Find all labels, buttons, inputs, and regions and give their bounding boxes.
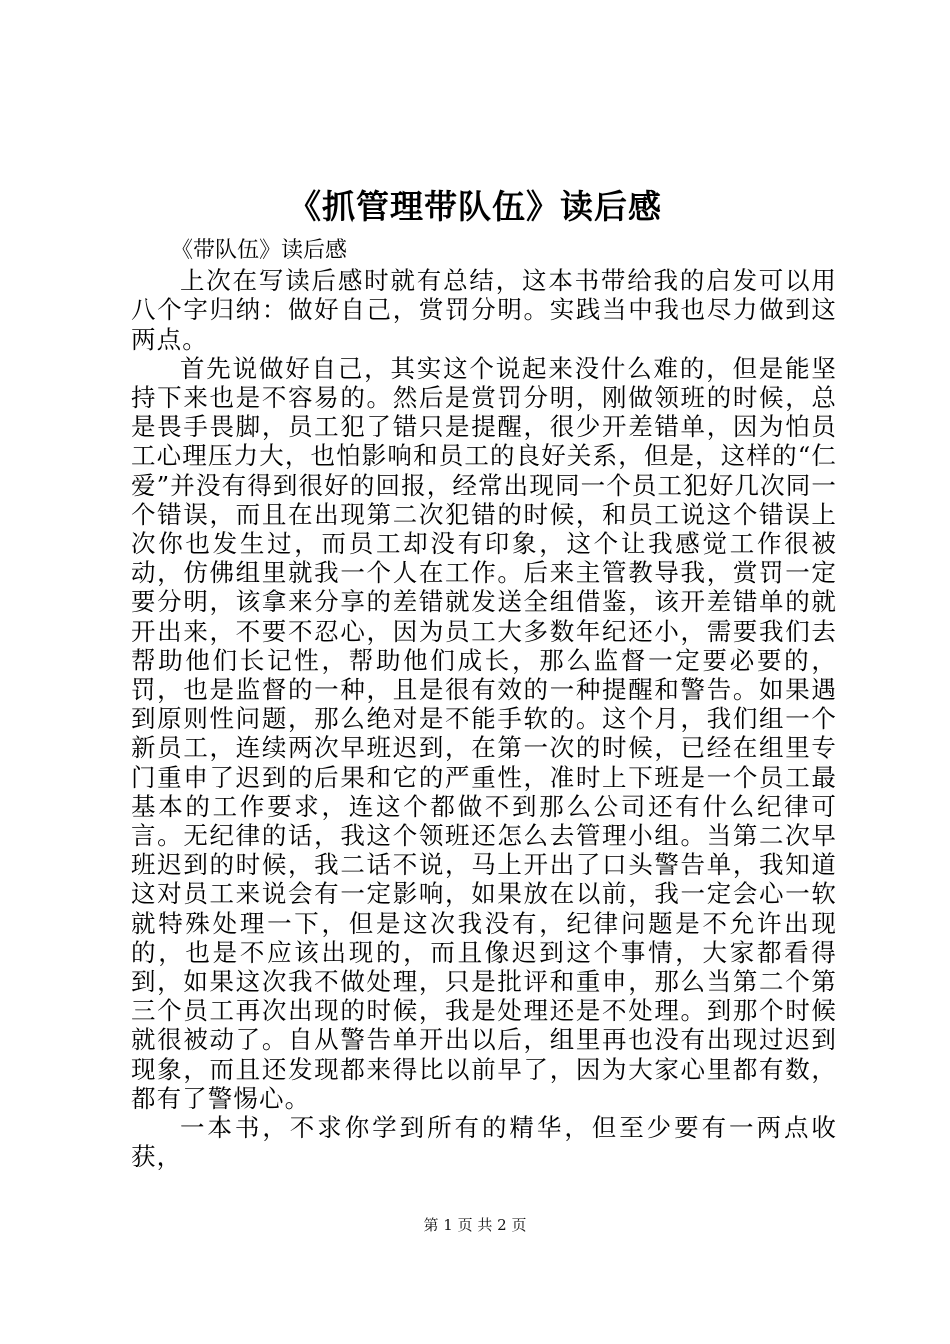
page-footer: 第 1 页 共 2 页 bbox=[423, 1216, 527, 1234]
paragraph-3: 一本书，不求你学到所有的精华，但至少要有一两点收获， bbox=[131, 1113, 837, 1172]
paragraph-1: 上次在写读后感时就有总结，这本书带给我的启发可以用八个字归纳：做好自己，赏罚分明。实践当中我也尽力做到这两点。 bbox=[131, 266, 837, 354]
document-title: 《抓管理带队伍》读后感 bbox=[288, 187, 662, 226]
paragraph-2: 首先说做好自己，其实这个说起来没什么难的，但是能坚持下来也是不容易的。然后是赏罚分明，刚做领班的时候，总是畏手畏脚，员工犯了错只是提醒，很少开差错单，因为怕员工心理压力大，也怕影响和员工的良好关系，但是，这样的“仁爱”并没有得到很好的回报，经常出现同一个员工犯好几次同一个错误，而且在出现第二次犯错的时候，和员工说这个错误上次你也发生过，而员工却没有印象，这个让我感觉工作很被动，仿佛组里就我一个人在工作。后来主管教导我，赏罚一定要分明，该拿来分享的差错就发送全组借鉴，该开差错单的就开出来，不要不忍心，因为员工大多数年纪还小，需要我们去帮助他们长记性，帮助他们成长，那么监督一定要必要的，罚，也是监督的一种，且是很有效的一种提醒和警告。如果遇到原则性问题，那么绝对是不能手软的。这个月，我们组一个新员工，连续两次早班迟到，在第一次的时候，已经在组里专门重申了迟到的后果和它的严重性，准时上下班是一个员工最基本的工作要求，连这个都做不到那么公司还有什么纪律可言。无纪律的话，我这个领班还怎么去管理小组。当第二次早班迟到的时候，我二话不说，马上开出了口头警告单，我知道这对员工来说会有一定影响，如果放在以前，我一定会心一软就特殊处理一下，但是这次我没有，纪律问题是不允许出现的，也是不应该出现的，而且像迟到这个事情，大家都看得到，如果这次我不做处理，只是批评和重申，那么当第二个第三个员工再次出现的时候，我是处理还是不处理。到那个时候就很被动了。自从警告单开出以后，组里再也没有出现过迟到现象，而且还发现都来得比以前早了，因为大家心里都有数，都有了警惕心。 bbox=[131, 353, 837, 1113]
document-subtitle: 《带队伍》读后感 bbox=[171, 238, 348, 263]
document-body bbox=[131, 236, 837, 1172]
